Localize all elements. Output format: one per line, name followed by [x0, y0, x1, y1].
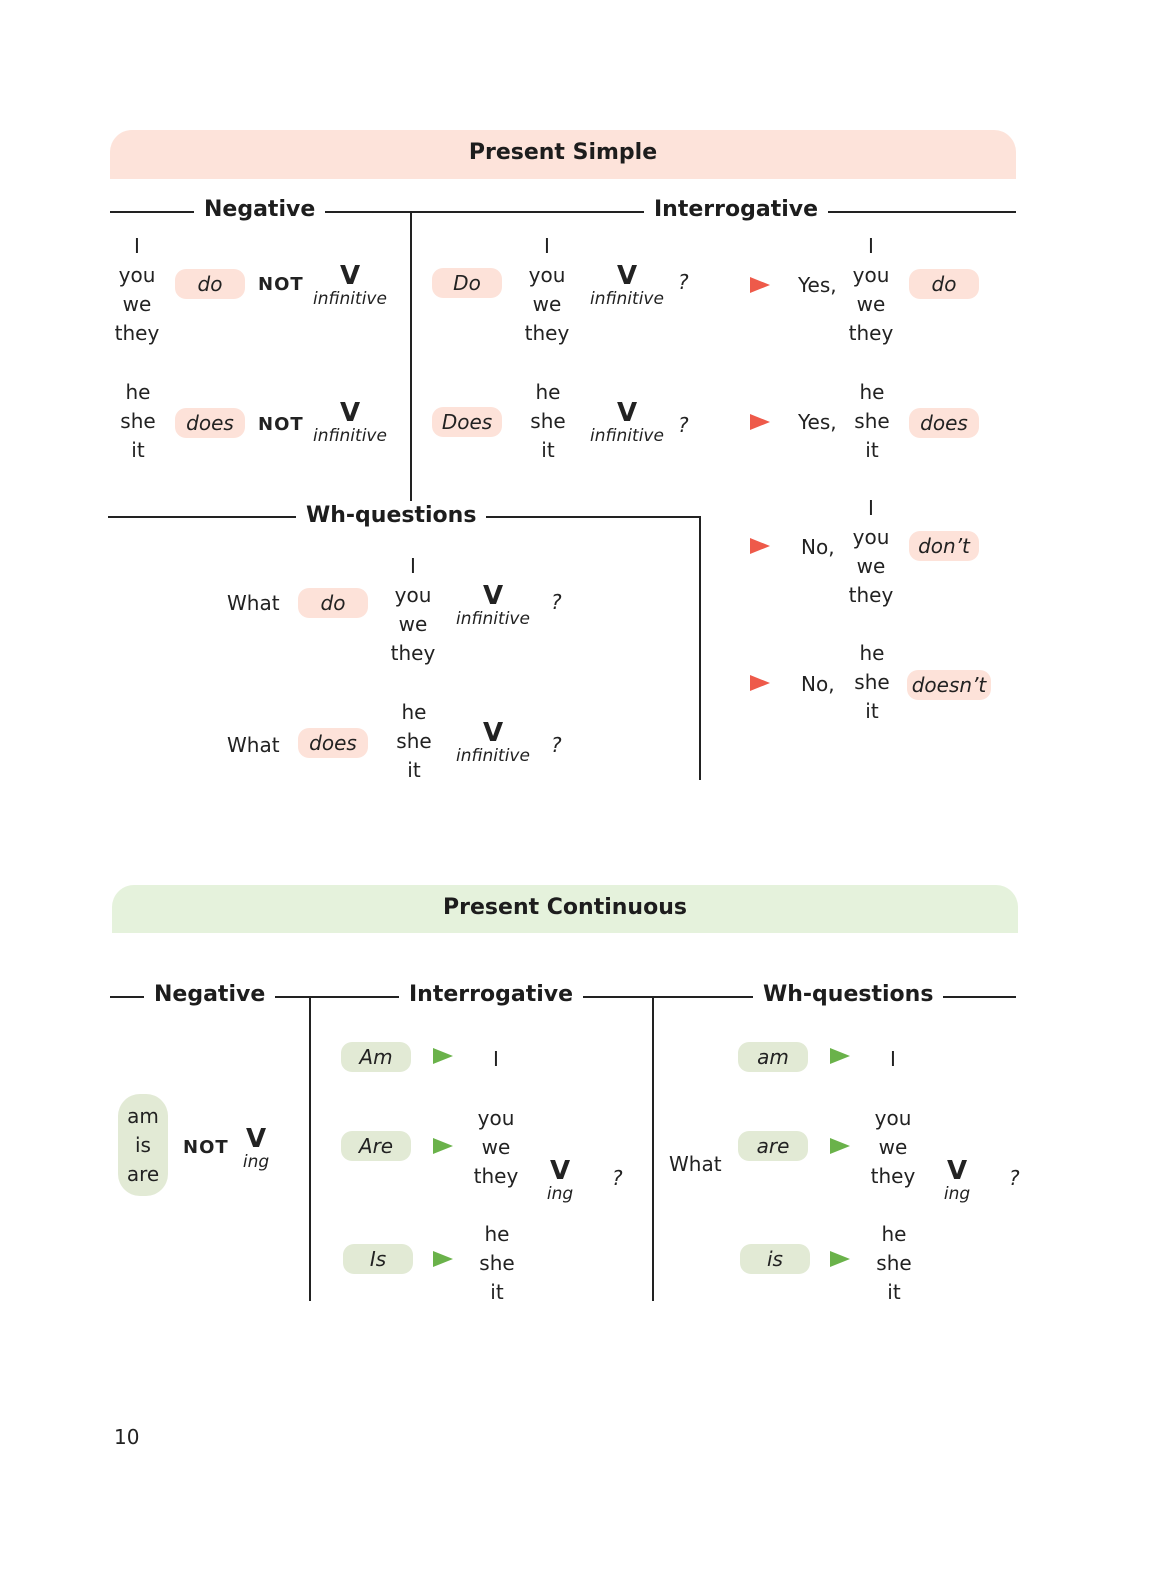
divider [410, 211, 412, 501]
question-mark: ? [678, 270, 689, 294]
arrow-right-icon [433, 1251, 453, 1267]
answer-word: Yes, [798, 273, 837, 297]
answer-word: No, [801, 672, 835, 696]
present-simple-title: Present Simple [468, 140, 658, 165]
divider [699, 516, 701, 780]
aux-pill: Are [341, 1131, 411, 1161]
pronoun-group: he she it [396, 700, 432, 782]
arrow-right-icon [750, 538, 770, 554]
not-label: NOT [258, 274, 304, 295]
pronoun-group: he she it [854, 380, 890, 462]
pronoun-group: he she it [854, 641, 890, 723]
negative-heading: Negative [194, 197, 325, 222]
wh-word: What [227, 591, 280, 615]
question-mark: ? [678, 413, 689, 437]
pronoun-group: I [493, 1047, 499, 1071]
aux-pill: do [175, 269, 245, 299]
aux-pill: does [175, 408, 245, 438]
pronoun-group: I you we they [848, 234, 894, 345]
not-label: NOT [258, 414, 304, 435]
pronoun-group: I you we they [390, 554, 436, 665]
aux-pill: am [738, 1042, 808, 1072]
arrow-right-icon [433, 1048, 453, 1064]
pronoun-group: I you we they [848, 496, 894, 607]
aux-pill: don’t [909, 531, 979, 561]
interrogative-heading: Interrogative [644, 197, 828, 222]
wh-questions-heading: Wh-questions [753, 982, 943, 1007]
verb-ing: V ing [943, 1156, 971, 1204]
verb-infinitive: V infinitive [313, 398, 387, 446]
aux-pill: do [909, 269, 979, 299]
pronoun-group: he she it [479, 1222, 515, 1304]
aux-pill: Do [432, 268, 502, 298]
arrow-right-icon [750, 414, 770, 430]
not-label: NOT [183, 1137, 229, 1158]
present-continuous-title: Present Continuous [443, 895, 687, 920]
verb-infinitive: V infinitive [456, 718, 530, 766]
arrow-right-icon [830, 1048, 850, 1064]
arrow-right-icon [750, 277, 770, 293]
wh-word: What [669, 1152, 722, 1176]
pronoun-group: he she it [530, 380, 566, 462]
aux-pill: does [298, 728, 368, 758]
interrogative-heading: Interrogative [399, 982, 583, 1007]
answer-word: No, [801, 535, 835, 559]
present-continuous-banner [112, 885, 1018, 933]
verb-infinitive: V infinitive [590, 398, 664, 446]
pronoun-group: I you we they [524, 234, 570, 345]
aux-pill: Am [341, 1042, 411, 1072]
pronoun-group: you we they [473, 1106, 519, 1188]
present-simple-banner [110, 130, 1016, 179]
divider [652, 996, 654, 1301]
pronoun-group: I [890, 1047, 896, 1071]
aux-pill: doesn’t [907, 670, 991, 700]
wh-questions-heading: Wh-questions [296, 503, 486, 528]
pronoun-group: he she it [876, 1222, 912, 1304]
question-mark: ? [551, 590, 562, 614]
pronoun-group: I you we they [114, 234, 160, 345]
negative-heading: Negative [144, 982, 275, 1007]
aux-pill: Does [432, 407, 502, 437]
divider [309, 996, 311, 1301]
verb-infinitive: V infinitive [590, 261, 664, 309]
pronoun-group: he she it [120, 380, 156, 462]
aux-pill: is [740, 1244, 810, 1274]
aux-pill: Is [343, 1244, 413, 1274]
answer-word: Yes, [798, 410, 837, 434]
arrow-right-icon [750, 675, 770, 691]
question-mark: ? [612, 1166, 623, 1190]
question-mark: ? [1009, 1166, 1020, 1190]
verb-ing: V ing [242, 1124, 270, 1172]
aux-pill: does [909, 408, 979, 438]
arrow-right-icon [830, 1138, 850, 1154]
verb-infinitive: V infinitive [456, 581, 530, 629]
aux-stack-pill: am is are [118, 1094, 168, 1196]
arrow-right-icon [433, 1138, 453, 1154]
aux-pill: do [298, 588, 368, 618]
pronoun-group: you we they [870, 1106, 916, 1188]
aux-pill: are [738, 1131, 808, 1161]
arrow-right-icon [830, 1251, 850, 1267]
page-number: 10 [114, 1425, 140, 1449]
verb-infinitive: V infinitive [313, 261, 387, 309]
verb-ing: V ing [546, 1156, 574, 1204]
question-mark: ? [551, 733, 562, 757]
wh-word: What [227, 733, 280, 757]
